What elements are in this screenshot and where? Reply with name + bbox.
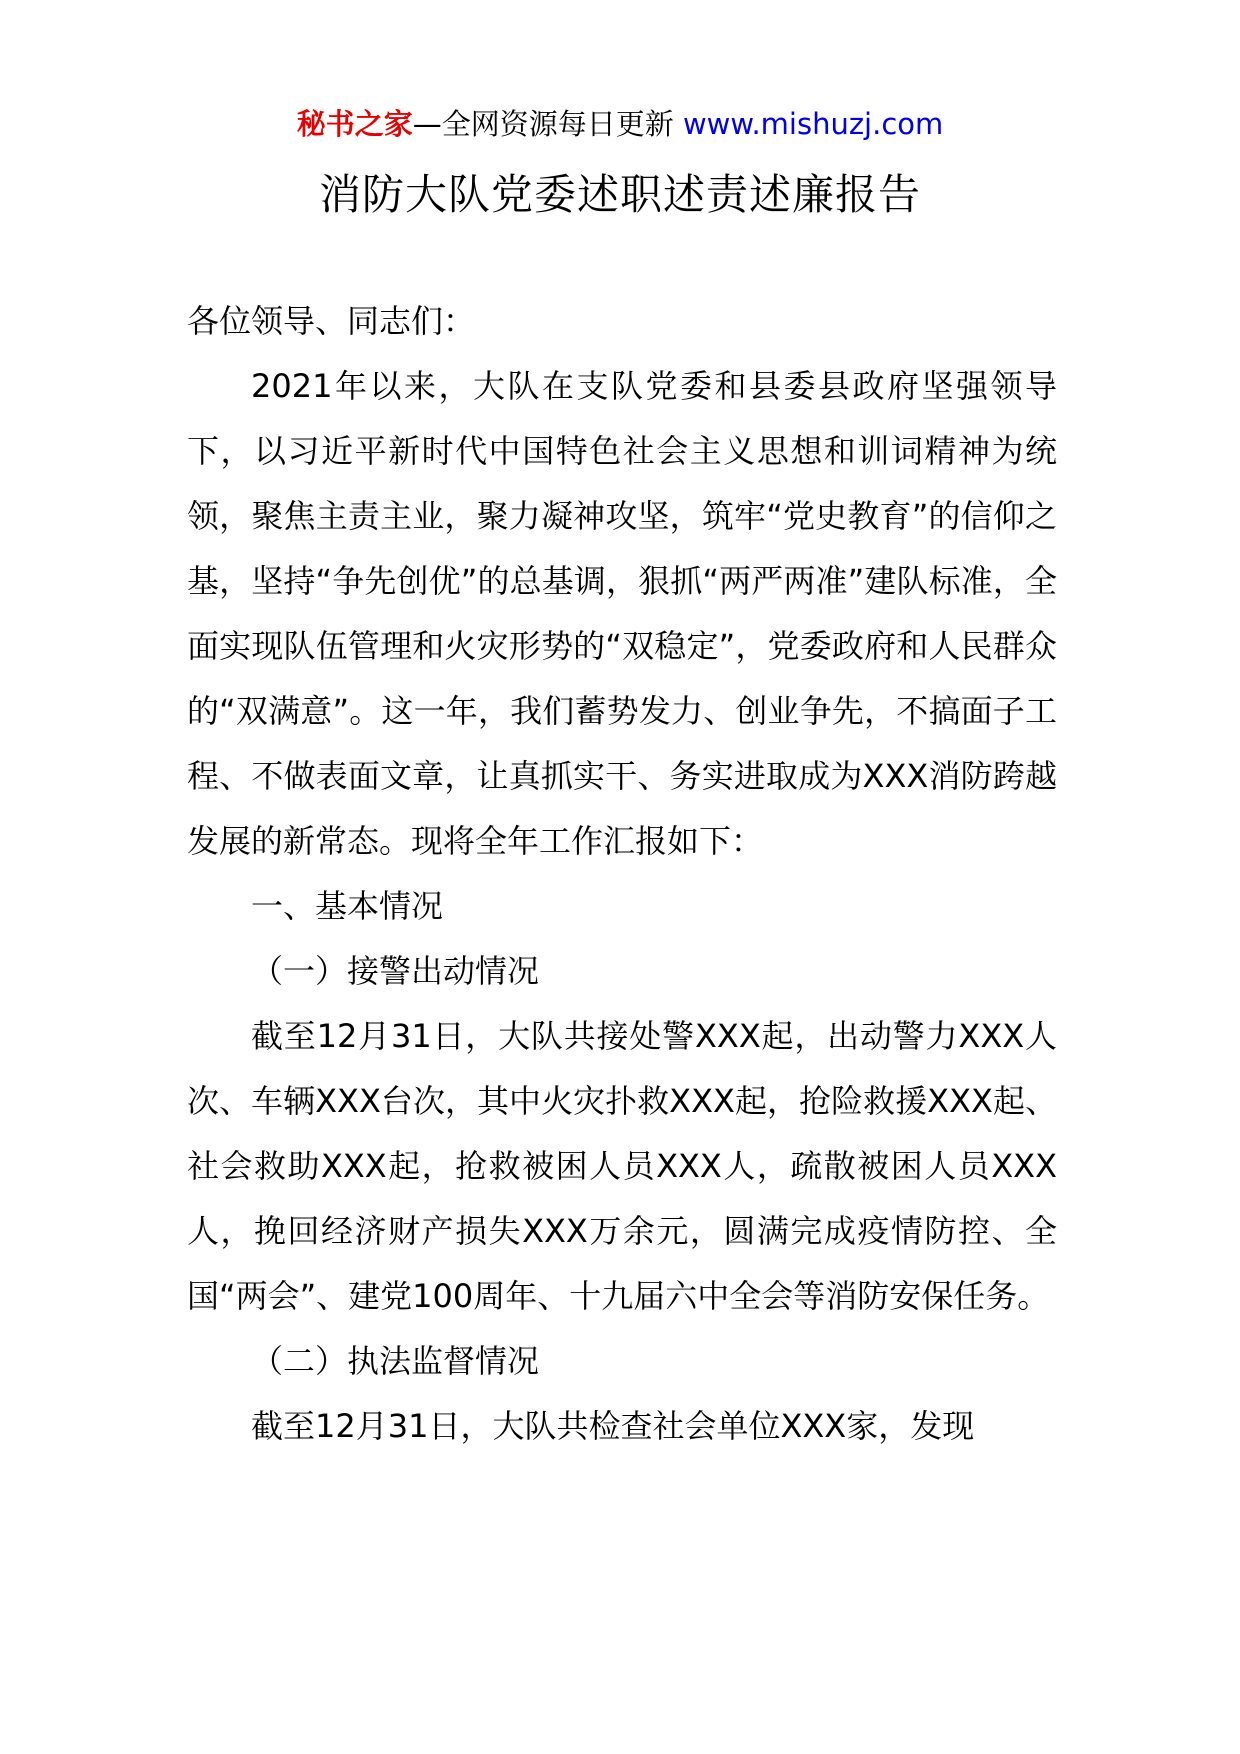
- salutation: 各位领导、同志们：: [187, 302, 476, 340]
- subsection-heading-alarm-response: （一）接警出动情况: [251, 952, 540, 990]
- section-heading-basic-situation: 一、基本情况: [251, 887, 444, 925]
- banner-slogan: —全网资源每日更新: [412, 107, 683, 141]
- alarm-response-paragraph: 截至12月31日，大队共接处警XXX起，出动警力XXX人次、车辆XXX台次，其中火灾扑救XXX起，抢险救援XXX起、社会救助XXX起，抢救被困人员XXX人，疏散被困人员XXX人，挽回经济财产损失XXX万余元，圆满完成疫情防控、全国“两会”、建党100周年、十九届六中全会等消防安保任务。: [187, 1017, 1057, 1315]
- document-title: 消防大队党委述职述责述廉报告: [318, 170, 921, 219]
- site-banner: [0, 104, 1240, 144]
- intro-paragraph: 2021年以来，大队在支队党委和县委县政府坚强领导下，以习近平新时代中国特色社会主义思想和训词精神为统领，聚焦主责主业，聚力凝神攻坚，筑牢“党史教育”的信仰之基，坚持“争先创优”的总基调，狠抓“两严两准”建队标准，全面实现队伍管理和火灾形势的“双稳定”，党委政府和人民群众的“双满意”。这一年，我们蓄势发力、创业争先，不搞面子工程、不做表面文章，让真抓实干、务实进取成为XXX消防跨越发展的新常态。现将全年工作汇报如下：: [187, 367, 1057, 860]
- document-body: [187, 289, 1057, 1459]
- subsection-heading-law-enforcement: （二）执法监督情况: [251, 1342, 540, 1380]
- brand-name: 秘书之家: [296, 107, 413, 141]
- site-url-link[interactable]: www.mishuzj.com: [682, 107, 944, 141]
- law-enforcement-paragraph: 截至12月31日，大队共检查社会单位XXX家，发现: [251, 1407, 975, 1445]
